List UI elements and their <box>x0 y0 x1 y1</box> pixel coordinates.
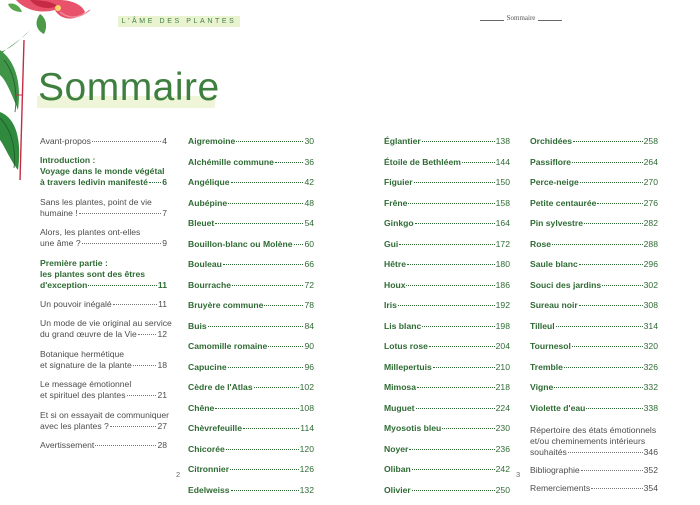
toc-page-number: 120 <box>300 444 314 455</box>
toc-entry-line: Répertoire des états émotionnels <box>530 425 658 436</box>
dot-leader <box>215 408 298 409</box>
plant-name: Camomille romaine <box>188 341 267 352</box>
toc-entry-lastline <box>530 465 658 476</box>
toc-page-number: 108 <box>300 403 314 414</box>
toc-page-number: 308 <box>644 300 658 311</box>
plant-name: Aigremoine <box>188 136 235 147</box>
toc-annex-entry[interactable] <box>530 425 658 458</box>
dot-leader <box>79 213 161 214</box>
toc-entry[interactable] <box>40 379 167 401</box>
plant-name: Figuier <box>384 177 413 188</box>
toc-plant-entry[interactable] <box>384 444 510 465</box>
toc-plant-entry[interactable] <box>188 198 314 219</box>
toc-entry-line: Bibliographie <box>530 465 580 476</box>
toc-entry-line: Voyage dans le monde végétal <box>40 166 167 177</box>
toc-page-number: 204 <box>496 341 510 352</box>
dot-leader <box>398 305 495 306</box>
dot-leader <box>215 223 303 224</box>
dot-leader <box>243 428 299 429</box>
toc-annex-entry[interactable] <box>530 483 658 494</box>
toc-page-number: 314 <box>644 321 658 332</box>
toc-plant-entry[interactable] <box>384 423 510 444</box>
toc-entry-line: avec les plantes ? <box>40 421 109 432</box>
dot-leader <box>399 244 494 245</box>
toc-page-number: 9 <box>162 238 167 249</box>
toc-page-number: 172 <box>496 239 510 250</box>
plant-name: Sureau noir <box>530 300 578 311</box>
toc-page-number: 302 <box>644 280 658 291</box>
toc-page-number: 7 <box>162 208 167 219</box>
toc-page-number: 66 <box>304 259 314 270</box>
dot-leader <box>412 469 495 470</box>
toc-page-number: 164 <box>496 218 510 229</box>
toc-entry-lastline <box>40 329 167 340</box>
dot-leader <box>442 428 494 429</box>
toc-entry-line: Le message émotionnel <box>40 379 167 390</box>
toc-plant-entry[interactable] <box>188 403 314 424</box>
dot-leader <box>408 203 494 204</box>
toc-entry-lastline <box>40 390 167 401</box>
toc-page-number: 218 <box>496 382 510 393</box>
toc-page-number: 48 <box>304 198 314 209</box>
dot-leader <box>415 223 495 224</box>
toc-page-number: 326 <box>644 362 658 373</box>
plant-name: Chicorée <box>188 444 225 455</box>
toc-entry-line: les plantes sont des êtres <box>40 269 167 280</box>
toc-entry-lastline <box>40 136 167 147</box>
toc-plant-entry[interactable] <box>530 362 658 383</box>
dot-leader <box>556 326 643 327</box>
plant-name: Mimosa <box>384 382 416 393</box>
toc-entry-lastline <box>40 421 167 432</box>
toc-entry[interactable] <box>40 410 167 432</box>
toc-entry[interactable] <box>40 197 167 219</box>
page-number-right: 3 <box>516 470 520 479</box>
toc-plant-entry[interactable] <box>530 157 658 178</box>
toc-plant-entry[interactable] <box>384 280 510 301</box>
toc-plant-entry[interactable] <box>384 321 510 342</box>
toc-plant-entry[interactable] <box>384 464 510 485</box>
toc-page-number: 102 <box>300 382 314 393</box>
toc-entry[interactable] <box>40 227 167 249</box>
toc-entry[interactable] <box>40 440 167 451</box>
plant-name: Millepertuis <box>384 362 432 373</box>
plant-name: Hêtre <box>384 259 406 270</box>
plant-name: Gui <box>384 239 398 250</box>
dot-leader <box>226 449 299 450</box>
toc-page-number: 30 <box>304 136 314 147</box>
dot-leader <box>88 285 156 286</box>
toc-plant-entry[interactable] <box>384 403 510 424</box>
toc-page-number: 12 <box>157 329 167 340</box>
toc-page-number: 54 <box>304 218 314 229</box>
toc-plant-entry[interactable] <box>188 464 314 485</box>
toc-plant-entry[interactable] <box>530 218 658 239</box>
dot-leader <box>584 223 643 224</box>
toc-page-number: 352 <box>644 465 658 476</box>
toc-page-number: 78 <box>304 300 314 311</box>
running-head-left <box>118 16 240 27</box>
dot-leader <box>406 285 494 286</box>
dot-leader <box>414 182 495 183</box>
toc-entry-line: Botanique hermétique <box>40 349 167 360</box>
toc-plant-entry[interactable] <box>530 239 658 260</box>
toc-page-number: 4 <box>162 136 167 147</box>
plant-name: Lotus rose <box>384 341 428 352</box>
toc-plant-entry[interactable] <box>188 444 314 465</box>
page-title: Sommaire <box>38 62 220 114</box>
toc-entry-line: Remerciements <box>530 483 590 494</box>
toc-plant-entry[interactable] <box>530 341 658 362</box>
toc-plant-entry[interactable] <box>188 341 314 362</box>
toc-page-number: 6 <box>162 177 167 188</box>
plant-name: Passiflore <box>530 157 571 168</box>
plants-column-3 <box>530 136 658 501</box>
toc-page-number: 36 <box>304 157 314 168</box>
toc-entry-line: Avertissement <box>40 440 94 451</box>
plant-name: Oliban <box>384 464 411 475</box>
toc-plant-entry[interactable] <box>530 382 658 403</box>
dot-leader <box>554 387 642 388</box>
plant-name: Bleuet <box>188 218 214 229</box>
toc-entry-line: Première partie : <box>40 258 167 269</box>
plant-name: Bourrache <box>188 280 231 291</box>
plant-name: Alchémille commune <box>188 157 274 168</box>
dot-leader <box>422 141 495 142</box>
toc-page-number: 288 <box>644 239 658 250</box>
toc-plant-entry[interactable] <box>384 136 510 157</box>
toc-entry[interactable] <box>40 349 167 371</box>
toc-entry-line: et/ou cheminements intérieurs <box>530 436 658 447</box>
toc-plant-entry[interactable] <box>384 198 510 219</box>
plant-name: Angélique <box>188 177 230 188</box>
toc-entry[interactable] <box>40 155 167 188</box>
toc-plant-entry[interactable] <box>188 280 314 301</box>
dot-leader <box>580 182 643 183</box>
toc-page-number: 230 <box>496 423 510 434</box>
dot-leader <box>568 452 643 453</box>
plant-name: Bruyère commune <box>188 300 263 311</box>
toc-page-number: 346 <box>644 447 658 458</box>
dot-leader <box>82 243 162 244</box>
toc-plant-entry[interactable] <box>384 485 510 505</box>
toc-page-number: 126 <box>300 464 314 475</box>
dot-leader <box>133 365 157 366</box>
dot-leader <box>264 305 303 306</box>
toc-page-number: 258 <box>644 136 658 147</box>
toc-entry-line: Avant-propos <box>40 136 91 147</box>
toc-page-number: 236 <box>496 444 510 455</box>
toc-page-number: 192 <box>496 300 510 311</box>
dot-leader <box>433 367 495 368</box>
toc-plant-entry[interactable] <box>188 218 314 239</box>
plant-name: Houx <box>384 280 405 291</box>
plant-name: Souci des jardins <box>530 280 601 291</box>
toc-entry-line: Introduction : <box>40 155 167 166</box>
plant-name: Chèvrefeuille <box>188 423 242 434</box>
plant-name: Perce-neige <box>530 177 579 188</box>
plant-name: Edelweiss <box>188 485 230 496</box>
dot-leader <box>230 469 299 470</box>
toc-plant-entry[interactable] <box>384 259 510 280</box>
plant-name: Capucine <box>188 362 227 373</box>
toc-page-number: 28 <box>157 440 167 451</box>
dot-leader <box>232 285 303 286</box>
toc-annex-entry[interactable] <box>530 465 658 476</box>
dot-leader <box>579 305 643 306</box>
dot-leader <box>409 449 494 450</box>
dot-leader <box>586 408 642 409</box>
toc-entry-line: et signature de la plante <box>40 360 132 371</box>
plant-name: Noyer <box>384 444 408 455</box>
dot-leader <box>110 426 157 427</box>
plant-name: Aubépine <box>188 198 227 209</box>
toc-entry-lastline <box>40 208 167 219</box>
toc-plant-entry[interactable] <box>530 300 658 321</box>
toc-page-number: 158 <box>496 198 510 209</box>
toc-entry-line: Et si on essayait de communiquer <box>40 410 167 421</box>
dot-leader <box>95 445 156 446</box>
toc-page-number: 90 <box>304 341 314 352</box>
toc-page-number: 11 <box>158 299 167 310</box>
plant-name: Myosotis bleu <box>384 423 441 434</box>
intro-column <box>40 136 167 459</box>
toc-page-number: 250 <box>496 485 510 496</box>
toc-entry-line: Sans les plantes, point de vie <box>40 197 167 208</box>
plant-name: Bouleau <box>188 259 222 270</box>
toc-entry-line: humaine ! <box>40 208 78 219</box>
plant-name: Églantier <box>384 136 421 147</box>
toc-plant-entry[interactable] <box>188 382 314 403</box>
toc-page-number: 210 <box>496 362 510 373</box>
toc-plant-entry[interactable] <box>530 177 658 198</box>
plant-name: Orchidées <box>530 136 572 147</box>
page-number-left: 2 <box>176 470 180 479</box>
toc-plant-entry[interactable] <box>188 485 314 505</box>
plant-name: Rose <box>530 239 551 250</box>
dot-leader <box>552 244 643 245</box>
toc-plant-entry[interactable] <box>530 280 658 301</box>
toc-page-number: 296 <box>644 259 658 270</box>
toc-page-number: 180 <box>496 259 510 270</box>
toc-page-number: 270 <box>644 177 658 188</box>
plant-name: Cèdre de l'Atlas <box>188 382 253 393</box>
toc-page-number: 320 <box>644 341 658 352</box>
toc-entry-lastline <box>40 360 167 371</box>
toc-plant-entry[interactable] <box>530 136 658 157</box>
toc-plant-entry[interactable] <box>384 218 510 239</box>
toc-page-number: 332 <box>644 382 658 393</box>
toc-page-number: 96 <box>304 362 314 373</box>
toc-page-number: 11 <box>158 280 167 291</box>
dot-leader <box>602 285 642 286</box>
toc-page-number: 242 <box>496 464 510 475</box>
dot-leader <box>429 346 495 347</box>
toc-plant-entry[interactable] <box>188 321 314 342</box>
dot-leader <box>268 346 303 347</box>
plant-name: Petite centaurée <box>530 198 596 209</box>
toc-page-number: 282 <box>644 218 658 229</box>
toc-plant-entry[interactable] <box>188 239 314 260</box>
toc-plant-entry[interactable] <box>384 362 510 383</box>
toc-entry-line: du grand œuvre de la Vie <box>40 329 137 340</box>
dot-leader <box>416 408 495 409</box>
plant-name: Lis blanc <box>384 321 421 332</box>
toc-entry-line: à travers ledivin manifesté <box>40 177 148 188</box>
toc-plant-entry[interactable] <box>188 300 314 321</box>
dot-leader <box>417 387 495 388</box>
toc-page-number: 84 <box>304 321 314 332</box>
plant-name: Frêne <box>384 198 407 209</box>
toc-page-number: 144 <box>496 157 510 168</box>
toc-plant-entry[interactable] <box>384 177 510 198</box>
plant-name: Olivier <box>384 485 411 496</box>
plant-name: Ginkgo <box>384 218 414 229</box>
plants-column-2 <box>384 136 510 505</box>
toc-page-number: 72 <box>304 280 314 291</box>
dot-leader <box>294 244 304 245</box>
plant-name: Vigne <box>530 382 553 393</box>
toc-page-number: 138 <box>496 136 510 147</box>
toc-entry-lastline <box>40 177 167 188</box>
toc-entry[interactable] <box>40 136 167 147</box>
toc-entry-line: et spirituel des plantes <box>40 390 126 401</box>
toc-plant-entry[interactable] <box>384 341 510 362</box>
dot-leader <box>231 182 304 183</box>
toc-plant-entry[interactable] <box>188 136 314 157</box>
dot-leader <box>149 182 161 183</box>
toc-entry-line: Alors, les plantes ont-elles <box>40 227 167 238</box>
toc-plant-entry[interactable] <box>530 198 658 219</box>
dot-leader <box>572 162 643 163</box>
toc-page-number: 354 <box>644 483 658 494</box>
dot-leader <box>127 395 157 396</box>
toc-plant-entry[interactable] <box>188 157 314 178</box>
plant-name: Tremble <box>530 362 563 373</box>
toc-entry-lastline <box>40 280 167 291</box>
dot-leader <box>92 141 161 142</box>
dot-leader <box>208 326 304 327</box>
dot-leader <box>572 346 643 347</box>
plant-name: Tilleul <box>530 321 555 332</box>
toc-page-number: 186 <box>496 280 510 291</box>
toc-page-number: 264 <box>644 157 658 168</box>
toc-page-number: 18 <box>157 360 167 371</box>
plant-name: Buis <box>188 321 207 332</box>
plant-name: Citronnier <box>188 464 229 475</box>
running-head-right: Sommaire <box>476 14 566 22</box>
toc-page-number: 150 <box>496 177 510 188</box>
toc-entry-line: Un mode de vie original au service <box>40 318 167 329</box>
dot-leader <box>597 203 642 204</box>
toc-page-number: 42 <box>304 177 314 188</box>
plant-name: Pin sylvestre <box>530 218 583 229</box>
plant-name: Muguet <box>384 403 415 414</box>
dot-leader <box>138 334 157 335</box>
plant-name: Violette d'eau <box>530 403 585 414</box>
dot-leader <box>581 470 643 471</box>
dot-leader <box>591 488 642 489</box>
dot-leader <box>113 304 157 305</box>
toc-plant-entry[interactable] <box>384 382 510 403</box>
plant-name: Tournesol <box>530 341 571 352</box>
toc-plant-entry[interactable] <box>530 259 658 280</box>
dot-leader <box>228 367 304 368</box>
toc-entry-line: d'exception <box>40 280 87 291</box>
dot-leader <box>407 264 495 265</box>
toc-plant-entry[interactable] <box>384 157 510 178</box>
toc-entry[interactable] <box>40 258 167 291</box>
plant-name: Étoile de Bethléem <box>384 157 461 168</box>
dot-leader <box>254 387 299 388</box>
toc-plant-entry[interactable] <box>188 423 314 444</box>
toc-page-number: 60 <box>304 239 314 250</box>
plant-name: Chêne <box>188 403 214 414</box>
dot-leader <box>579 264 643 265</box>
dot-leader <box>462 162 495 163</box>
plant-name: Bouillon-blanc ou Molène <box>188 239 293 250</box>
dot-leader <box>573 141 643 142</box>
toc-page-number: 276 <box>644 198 658 209</box>
dot-leader <box>422 326 494 327</box>
toc-plant-entry[interactable] <box>188 259 314 280</box>
toc-plant-entry[interactable] <box>384 239 510 260</box>
toc-entry-lastline <box>530 483 658 494</box>
dot-leader <box>564 367 643 368</box>
toc-page-number: 132 <box>300 485 314 496</box>
running-head-left-text: L'ÂME DES PLANTES <box>118 16 240 27</box>
toc-entry-line: souhaités <box>530 447 567 458</box>
plants-column-1 <box>188 136 314 505</box>
dot-leader <box>228 203 303 204</box>
toc-entry[interactable] <box>40 318 167 340</box>
toc-page-number: 198 <box>496 321 510 332</box>
toc-entry[interactable] <box>40 299 167 310</box>
toc-entry-lastline <box>530 447 658 458</box>
toc-entry-lastline <box>40 238 167 249</box>
toc-plant-entry[interactable] <box>530 321 658 342</box>
toc-plant-entry[interactable] <box>530 403 658 424</box>
toc-plant-entry[interactable] <box>384 300 510 321</box>
toc-page-number: 27 <box>157 421 167 432</box>
toc-entry-lastline <box>40 299 167 310</box>
dot-leader <box>275 162 303 163</box>
toc-page-number: 224 <box>496 403 510 414</box>
toc-page-number: 338 <box>644 403 658 414</box>
plant-name: Iris <box>384 300 397 311</box>
toc-plant-entry[interactable] <box>188 362 314 383</box>
toc-entry-lastline <box>40 440 167 451</box>
toc-plant-entry[interactable] <box>188 177 314 198</box>
toc-entry-line: Un pouvoir inégalé <box>40 299 112 310</box>
dot-leader <box>223 264 304 265</box>
toc-page-number: 114 <box>300 423 314 434</box>
plant-name: Saule blanc <box>530 259 578 270</box>
dot-leader <box>236 141 303 142</box>
toc-page-number: 21 <box>157 390 167 401</box>
toc-entry-line: une âme ? <box>40 238 81 249</box>
